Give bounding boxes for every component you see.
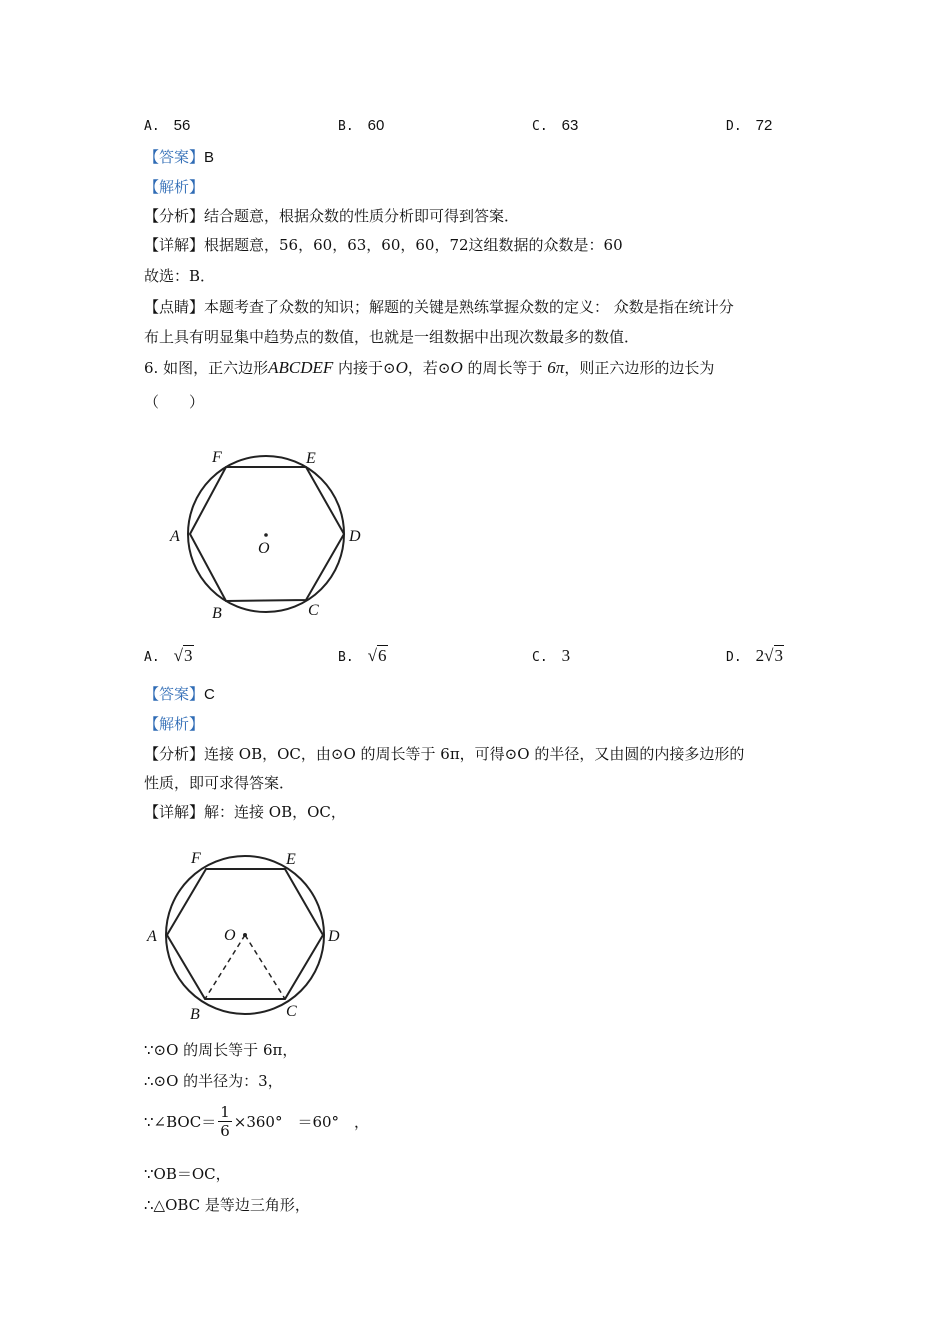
option-value: 60	[367, 117, 385, 134]
label-a: A	[147, 928, 157, 945]
q6-detail	[144, 801, 346, 823]
step-3-prefix: ∵∠BOC＝	[144, 1113, 217, 1131]
q5-option-a	[144, 116, 190, 134]
segment-ob	[205, 935, 245, 999]
option-value: √3	[173, 646, 193, 665]
option-letter: C.	[532, 119, 548, 134]
q6-figure-hexagon	[160, 440, 380, 630]
option-value: √6	[367, 646, 387, 665]
step-4: ∵OB＝OC，	[144, 1165, 231, 1183]
comment-text: 本题考查了众数的知识；解题的关键是熟练掌握众数的定义： 众数是指在统计分	[204, 298, 734, 316]
answer-tag: 【答案】	[144, 685, 205, 703]
q5-comment-line-1	[144, 296, 734, 318]
option-value: 2√3	[755, 646, 783, 665]
q6-paren: （ ）	[144, 393, 205, 411]
q6-answer	[144, 683, 215, 706]
label-d: D	[328, 928, 340, 945]
detail-text: 根据题意，56，60，63，60，60，72这组数据的众数是：60	[204, 236, 623, 254]
option-letter: A.	[144, 650, 160, 665]
label-f: F	[191, 850, 201, 867]
q6-option-d	[726, 646, 784, 666]
q6-option-a	[144, 646, 194, 666]
detail-tag: 【详解】	[144, 803, 205, 821]
stem-prefix: 6. 如图，正六边形	[144, 359, 269, 377]
label-b: B	[212, 605, 222, 622]
label-o: O	[224, 927, 236, 944]
stem-mid3: 的周长等于	[462, 359, 548, 377]
option-value: 56	[173, 117, 191, 134]
option-letter: C.	[532, 650, 548, 665]
label-d: D	[349, 528, 361, 545]
analysis-text: 连接 OB，OC，由⊙O 的周长等于 6π，可得⊙O 的半径，又由圆的内接多边形的	[204, 745, 745, 763]
q5-comment-line-2: 布上具有明显集中趋势点的数值，也就是一组数据中出现次数最多的数值．	[144, 328, 640, 346]
q6-analysis-line-2: 性质，即可求得答案．	[144, 774, 295, 792]
step-1: ∵⊙O 的周长等于 6π，	[144, 1041, 298, 1059]
label-c: C	[286, 1003, 297, 1020]
q5-option-b	[338, 116, 384, 134]
q5-jiexi-tag: 【解析】	[144, 178, 205, 196]
comment-tag: 【点睛】	[144, 298, 205, 316]
segment-oc	[245, 935, 285, 999]
label-b: B	[190, 1006, 200, 1023]
answer-value: C	[204, 686, 215, 703]
fraction-numerator: 1	[220, 1103, 230, 1121]
q6-stem	[144, 357, 714, 379]
label-a: A	[170, 528, 180, 545]
label-e: E	[286, 851, 296, 868]
option-letter: D.	[726, 650, 742, 665]
perimeter: 6π	[547, 358, 565, 377]
option-letter: B.	[338, 650, 354, 665]
analysis-text: 结合题意，根据众数的性质分析即可得到答案．	[204, 207, 520, 225]
step-2: ∴⊙O 的半径为：3，	[144, 1072, 283, 1090]
step-3-suffix: ×360° ＝60° ，	[233, 1113, 370, 1131]
q5-choose: 故选：B．	[144, 267, 216, 285]
stem-mid1: 内接于⊙	[333, 359, 396, 377]
hexagon-name: ABCDEF	[268, 358, 334, 377]
detail-tag: 【详解】	[144, 236, 205, 254]
label-c: C	[308, 602, 319, 619]
center-dot	[264, 533, 268, 537]
label-e: E	[306, 450, 316, 467]
analysis-tag: 【分析】	[144, 207, 205, 225]
circle-name-2: O	[450, 358, 463, 377]
q6-jiexi-tag: 【解析】	[144, 715, 205, 733]
answer-tag: 【答案】	[144, 148, 205, 166]
center-dot	[243, 933, 247, 937]
q5-analysis	[144, 205, 519, 227]
option-letter: B.	[338, 119, 354, 134]
option-value: 72	[755, 117, 773, 134]
detail-text: 解：连接 OB，OC，	[204, 803, 346, 821]
q5-detail	[144, 234, 623, 256]
q5-answer	[144, 146, 214, 169]
step-5: ∴△OBC 是等边三角形，	[144, 1196, 310, 1214]
fraction	[218, 1103, 232, 1140]
q5-option-c	[532, 116, 578, 134]
label-f: F	[212, 449, 222, 466]
answer-value: B	[204, 149, 215, 166]
option-value: 63	[561, 117, 579, 134]
q6-figure-solution	[140, 840, 360, 1030]
q6-option-c	[532, 646, 570, 666]
q6-analysis-line-1	[144, 743, 744, 765]
option-value: 3	[561, 646, 571, 665]
stem-end: ，则正六边形的边长为	[564, 359, 715, 377]
option-letter: D.	[726, 119, 742, 134]
step-3	[144, 1103, 369, 1140]
circle-name: O	[395, 358, 408, 377]
fraction-denominator: 6	[220, 1122, 230, 1140]
option-letter: A.	[144, 119, 160, 134]
label-o: O	[258, 540, 270, 557]
q6-option-b	[338, 646, 388, 666]
q5-option-d	[726, 116, 772, 134]
analysis-tag: 【分析】	[144, 745, 205, 763]
stem-mid2: ，若⊙	[407, 359, 451, 377]
